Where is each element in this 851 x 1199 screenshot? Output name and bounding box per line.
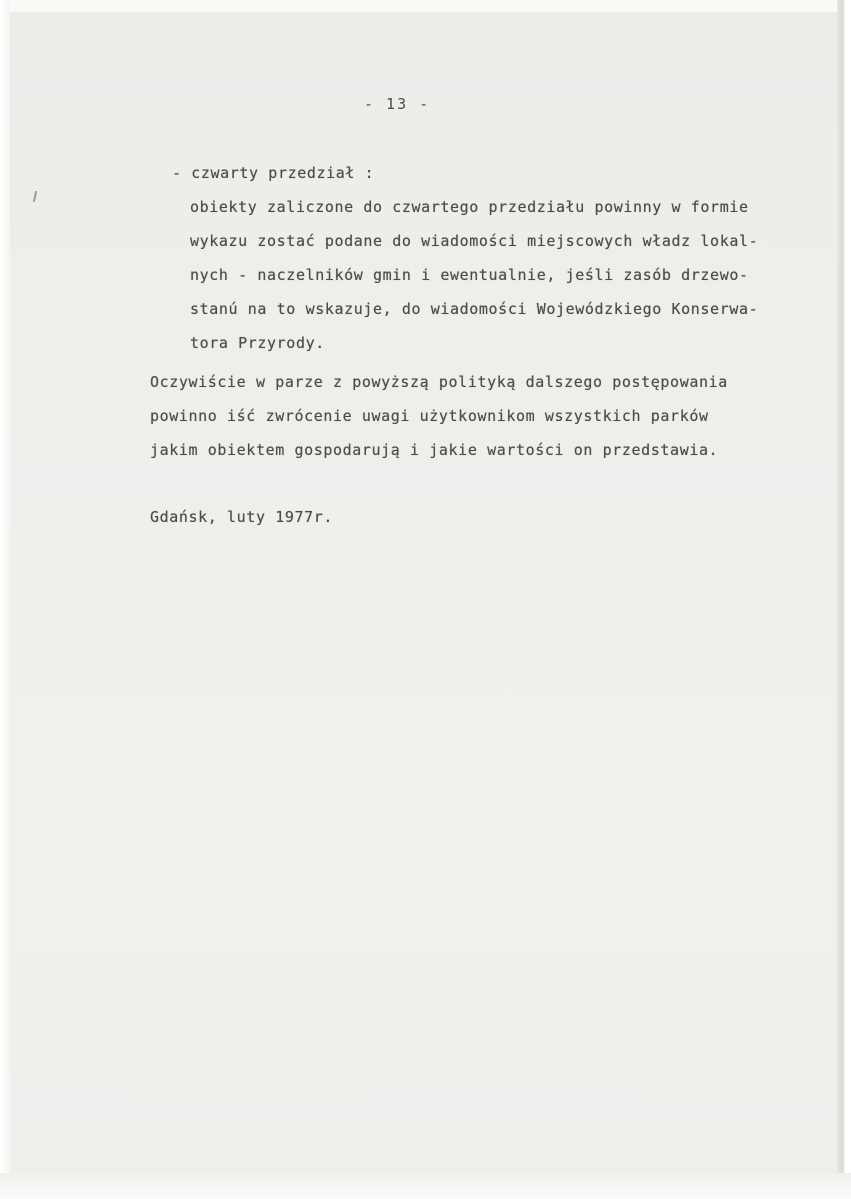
page-left-edge <box>0 0 10 1199</box>
section-line: wykazu zostać podane do wiadomości miejscowych władz lokal- <box>190 232 759 250</box>
section-line: obiekty zaliczone do czwartego przedziału powinny w formie <box>190 198 749 216</box>
paragraph-line: jakim obiektem gospodarują i jakie wartości on przedstawia. <box>150 441 719 459</box>
margin-pencil-mark <box>33 191 37 202</box>
section-line: stanú na to wskazuje, do wiadomości Wojewódzkiego Konserwa- <box>190 300 759 318</box>
page-right-edge <box>837 0 851 1199</box>
paragraph-line: Oczywiście w parze z powyższą polityką dalszego postępowania <box>150 373 728 391</box>
page-bottom-edge <box>0 1173 851 1199</box>
section-heading: - czwarty przedział : <box>172 164 375 182</box>
paragraph-line: powinno iść zwrócenie uwagi użytkownikom wszystkich parków <box>150 407 709 425</box>
page-top-edge <box>0 0 851 12</box>
page-number: - 13 - <box>364 95 431 113</box>
section-line: tora Przyrody. <box>190 334 325 352</box>
place-date: Gdańsk, luty 1977r. <box>150 508 333 526</box>
section-line: nych - naczelników gmin i ewentualnie, jeśli zasób drzewo- <box>190 266 749 284</box>
